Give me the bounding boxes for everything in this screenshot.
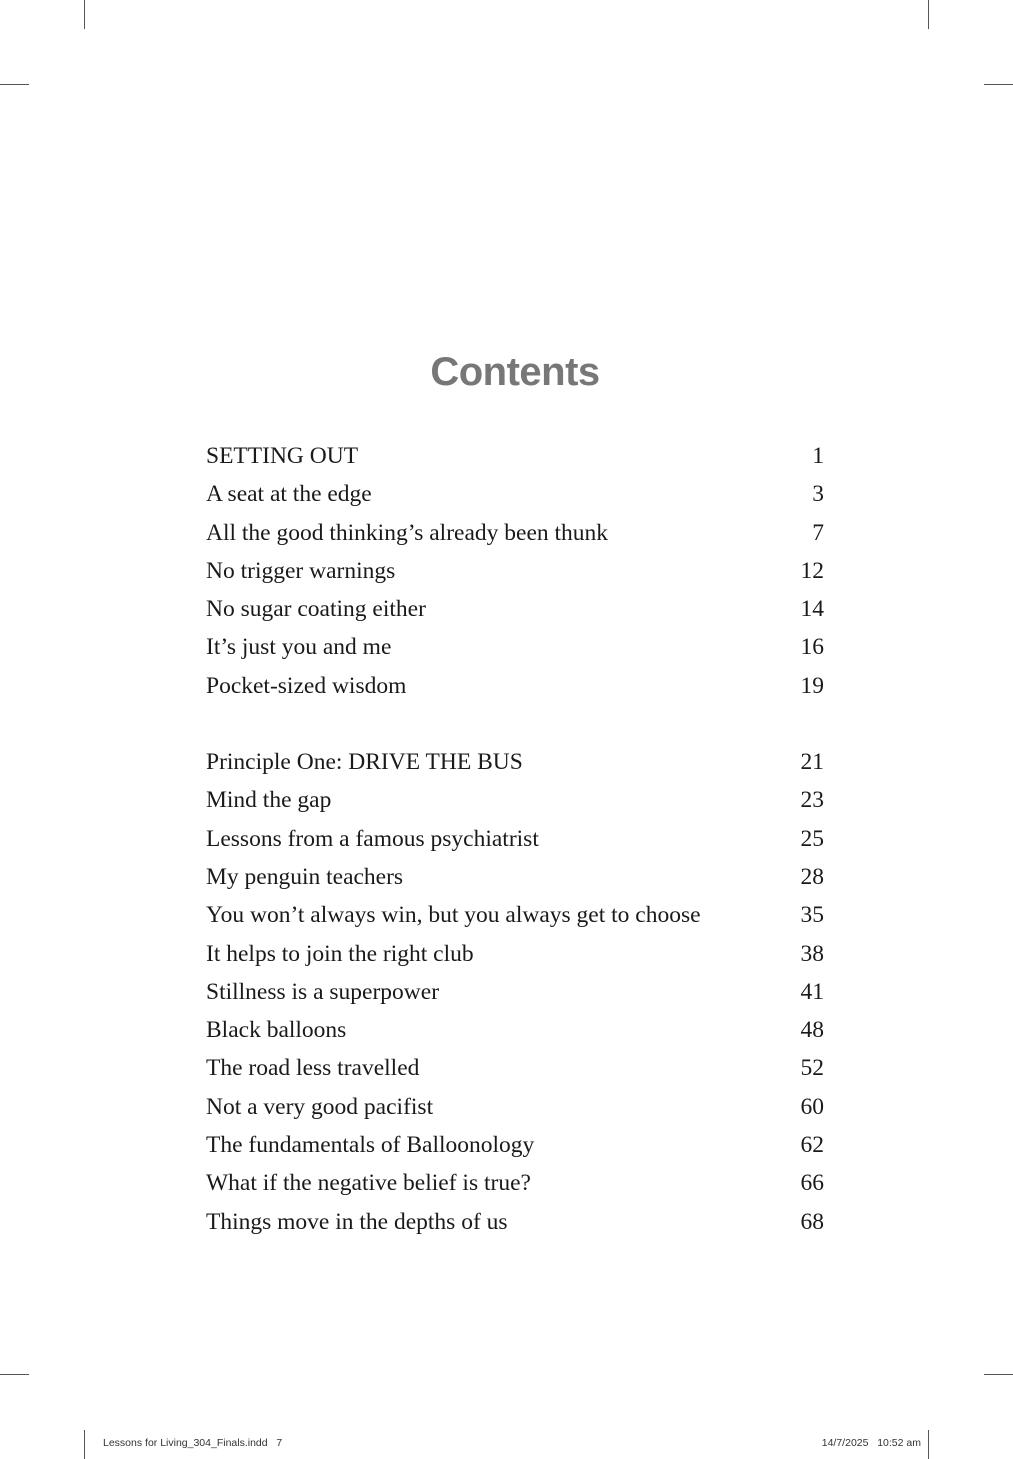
toc-entry	[206, 514, 824, 552]
toc-section-setting-out	[206, 437, 824, 705]
toc-section-principle-one	[206, 743, 824, 1241]
toc-entry-title: It helps to join the right club	[206, 940, 474, 967]
toc-entry-page: 38	[800, 940, 824, 967]
toc-entry-page: 68	[800, 1208, 824, 1235]
crop-mark-right-bottom	[984, 1374, 1013, 1375]
toc-entry-title: It’s just you and me	[206, 634, 392, 661]
toc-entry	[206, 667, 824, 705]
toc-entry-page: 12	[800, 557, 824, 584]
toc-entry-page: 35	[800, 902, 824, 929]
crop-mark-left-top	[0, 84, 29, 85]
crop-mark-bottom-right	[928, 1430, 929, 1459]
toc-entry	[206, 475, 824, 513]
toc-entry	[206, 437, 824, 475]
toc-entry-title: Lessons from a famous psychiatrist	[206, 825, 539, 852]
toc-entry	[206, 896, 824, 934]
crop-mark-bottom-left	[84, 1430, 85, 1459]
toc-entry-page: 21	[800, 749, 824, 776]
toc-entry-page: 7	[812, 519, 824, 546]
toc-entry	[206, 935, 824, 973]
toc-entry	[206, 1164, 824, 1202]
table-of-contents	[206, 437, 824, 1241]
toc-entry	[206, 628, 824, 666]
toc-entry	[206, 1203, 824, 1241]
toc-entry	[206, 973, 824, 1011]
toc-entry-title: A seat at the edge	[206, 481, 372, 508]
toc-entry-title: Not a very good pacifist	[206, 1093, 434, 1120]
toc-entry-page: 19	[800, 672, 824, 699]
toc-entry	[206, 1126, 824, 1164]
toc-entry-title: The road less travelled	[206, 1055, 420, 1082]
toc-entry-title: SETTING OUT	[206, 443, 359, 469]
toc-entry-title: Mind the gap	[206, 787, 332, 814]
toc-entry	[206, 820, 824, 858]
toc-entry	[206, 1088, 824, 1126]
toc-entry-title: No trigger warnings	[206, 557, 396, 584]
toc-entry-page: 52	[800, 1055, 824, 1082]
toc-entry-page: 48	[800, 1017, 824, 1044]
toc-entry-title: All the good thinking’s already been thunk	[206, 519, 609, 546]
toc-entry	[206, 858, 824, 896]
toc-entry-title: Stillness is a superpower	[206, 978, 440, 1005]
toc-entry-page: 41	[800, 978, 824, 1005]
toc-entry-page: 60	[800, 1093, 824, 1120]
toc-entry	[206, 1049, 824, 1087]
toc-entry-title: Black balloons	[206, 1017, 347, 1044]
toc-entry-title: My penguin teachers	[206, 863, 404, 890]
toc-entry-page: 3	[812, 481, 824, 508]
toc-entry-title: Principle One: DRIVE THE BUS	[206, 749, 523, 776]
toc-entry-page: 16	[800, 634, 824, 661]
toc-entry-title: You won’t always win, but you always get to choose	[206, 902, 701, 929]
slug-timestamp: 14/7/2025 10:52 am	[821, 1437, 921, 1449]
toc-entry-page: 62	[800, 1132, 824, 1159]
crop-mark-top-left	[84, 0, 85, 29]
toc-entry-title: No sugar coating either	[206, 596, 426, 623]
toc-entry-page: 14	[800, 596, 824, 623]
toc-entry-page: 28	[800, 863, 824, 890]
crop-mark-right-top	[984, 84, 1013, 85]
toc-entry-page: 25	[800, 825, 824, 852]
crop-mark-top-right	[928, 0, 929, 29]
toc-entry	[206, 743, 824, 781]
crop-mark-left-bottom	[0, 1374, 29, 1375]
toc-entry-page: 1	[812, 443, 824, 469]
toc-entry-page: 66	[800, 1170, 824, 1197]
slug-filename: Lessons for Living_304_Finals.indd 7	[103, 1437, 283, 1449]
toc-entry-title: Things move in the depths of us	[206, 1208, 508, 1235]
toc-entry-title: What if the negative belief is true?	[206, 1170, 531, 1197]
page-title: Contents	[430, 349, 600, 394]
toc-entry	[206, 781, 824, 819]
toc-entry-title: Pocket-sized wisdom	[206, 672, 407, 699]
toc-entry	[206, 590, 824, 628]
toc-entry-page: 23	[800, 787, 824, 814]
toc-entry	[206, 1011, 824, 1049]
toc-entry-title: The fundamentals of Balloonology	[206, 1132, 535, 1159]
toc-entry	[206, 552, 824, 590]
